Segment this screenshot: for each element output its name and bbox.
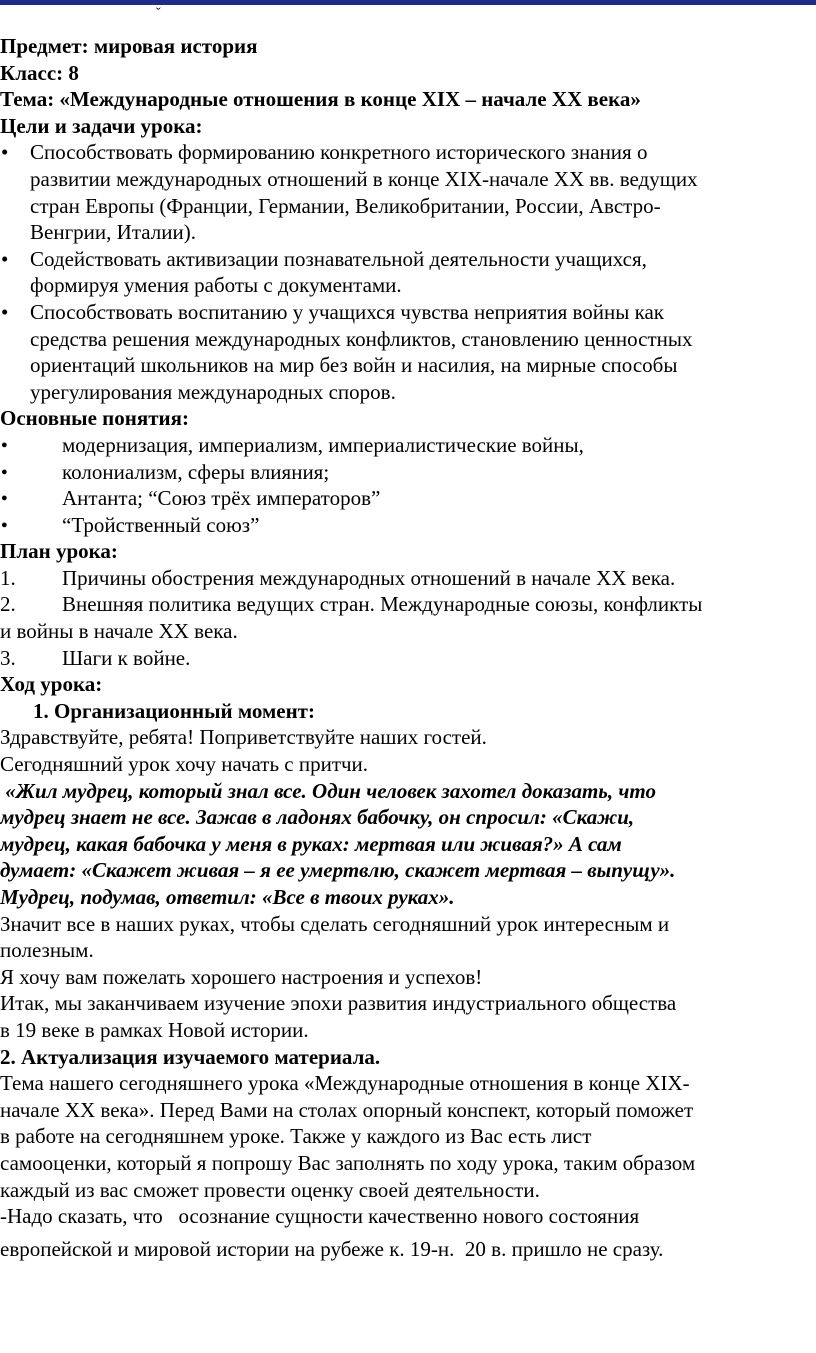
goal-line: стран Европы (Франции, Германии, Великобритании, России, Австро- [30,193,661,218]
plan-number: 2. [0,592,16,617]
plan-text-continued: и войны в начале XX века. [0,619,238,644]
body-line: Значит все в наших руках, чтобы сделать сегодняшний урок интересным и [0,911,670,936]
plan-text: Внешняя политика ведущих стран. Международные союзы, конфликты [62,592,703,617]
top-border [0,0,816,5]
plan-number: 1. [0,565,16,590]
concept-text: “Тройственный союз” [62,512,260,537]
goal-line: формируя умения работы с документами. [30,273,402,298]
plan-number: 3. [0,645,16,670]
body-line: самооценки, который я попрошу Вас заполнять по ходу урока, таким образом [0,1150,696,1175]
plan-item [0,565,816,592]
bullet-icon: ● [1,465,8,478]
goal-line: развитии международных отношений в конце XIX-начале XX вв. ведущих [30,166,698,191]
concept-item [0,432,816,459]
document-body [0,33,816,1262]
plan-text: Шаги к войне. [62,645,191,670]
step1-heading: 1. Организационный момент: [33,698,315,723]
goal-line: Способствовать воспитанию у учащихся чувства неприятия войны как [30,299,664,324]
concept-item [0,512,816,539]
goal-line: Содействовать активизации познавательной деятельности учащихся, [30,246,647,271]
parable-line: мудрец, какая бабочка у меня в руках: мертвая или живая?» А сам [0,831,622,856]
bullet-icon: • [1,246,9,271]
concept-text: модернизация, империализм, империалистические войны, [62,432,584,457]
goal-item [0,299,816,405]
plan-heading: План урока: [0,539,118,564]
goal-line: Способствовать формированию конкретного исторического знания о [30,140,648,165]
goal-item [0,139,816,245]
body-line: Итак, мы заканчиваем изучение эпохи развития индустриального общества [0,991,677,1016]
body-line: в работе на сегодняшнем уроке. Также у каждого из Вас есть лист [0,1124,592,1149]
goal-line: урегулирования международных споров. [30,379,396,404]
top-mark: ˇ [156,6,161,21]
body-line: в 19 веке в рамках Новой истории. [0,1017,309,1042]
concepts-list [0,432,816,538]
plan-item [0,645,816,672]
parable-line: Мудрец, подумав, ответил: «Все в твоих руках». [0,885,455,909]
bullet-icon: ● [1,492,8,505]
body-line: Здравствуйте, ребята! Поприветствуйте наших гостей. [0,725,487,750]
parable-line: мудрец знает не все. Зажав в ладонях бабочку, он спросил: «Скажи, [0,805,635,830]
step2-heading: 2. Актуализация изучаемого материала. [0,1044,381,1069]
bullet-icon: ● [1,518,8,531]
goal-line: средства решения международных конфликтов, становлению ценностных [30,326,693,351]
parable-line: думает: «Скажет живая – я ее умертвлю, скажет мертвая – выпущу». [0,858,676,883]
plan-text: Причины обострения международных отношений в начале XX века. [62,565,676,590]
topic-line: Тема: «Международные отношения в конце XIX – начале XX века» [0,87,641,112]
plan-list [0,565,816,671]
goal-line: ориентаций школьников на мир без войн и насилия, на мирные способы [30,353,678,378]
body-line: европейской и мировой истории на рубеже к. 19-н. 20 в. пришло не сразу. [0,1236,664,1261]
body-line: Тема нашего сегодняшнего урока «Международные отношения в конце XIX- [0,1071,690,1096]
body-line: -Надо сказать, что осознание сущности качественно нового состояния [0,1204,640,1229]
course-heading: Ход урока: [0,672,103,697]
concept-text: колониализм, сферы влияния; [62,459,330,484]
bullet-icon: • [1,140,9,165]
bullet-icon: ● [1,438,8,451]
goals-heading: Цели и задачи урока: [0,113,203,138]
goal-item [0,246,816,299]
goal-line: Венгрии, Италии). [30,220,196,245]
concept-item [0,485,816,512]
concept-item [0,459,816,486]
concept-text: Антанта; “Союз трёх императоров” [62,486,381,511]
goals-list [0,139,816,405]
body-line: каждый из вас сможет провести оценку своей деятельности. [0,1177,540,1202]
grade-line: Класс: 8 [0,60,79,85]
parable-line: «Жил мудрец, который знал все. Один человек захотел доказать, что [0,778,656,803]
body-line: Я хочу вам пожелать хорошего настроения и успехов! [0,964,483,989]
body-line: полезным. [0,938,94,963]
bullet-icon: • [1,299,9,324]
body-line: начале XX века». Перед Вами на столах опорный конспект, который поможет [0,1097,694,1122]
subject-line: Предмет: мировая история [0,34,258,58]
plan-item [0,591,816,618]
body-line: Сегодняшний урок хочу начать с притчи. [0,752,369,777]
concepts-heading: Основные понятия: [0,406,189,431]
parable-block [0,778,816,911]
